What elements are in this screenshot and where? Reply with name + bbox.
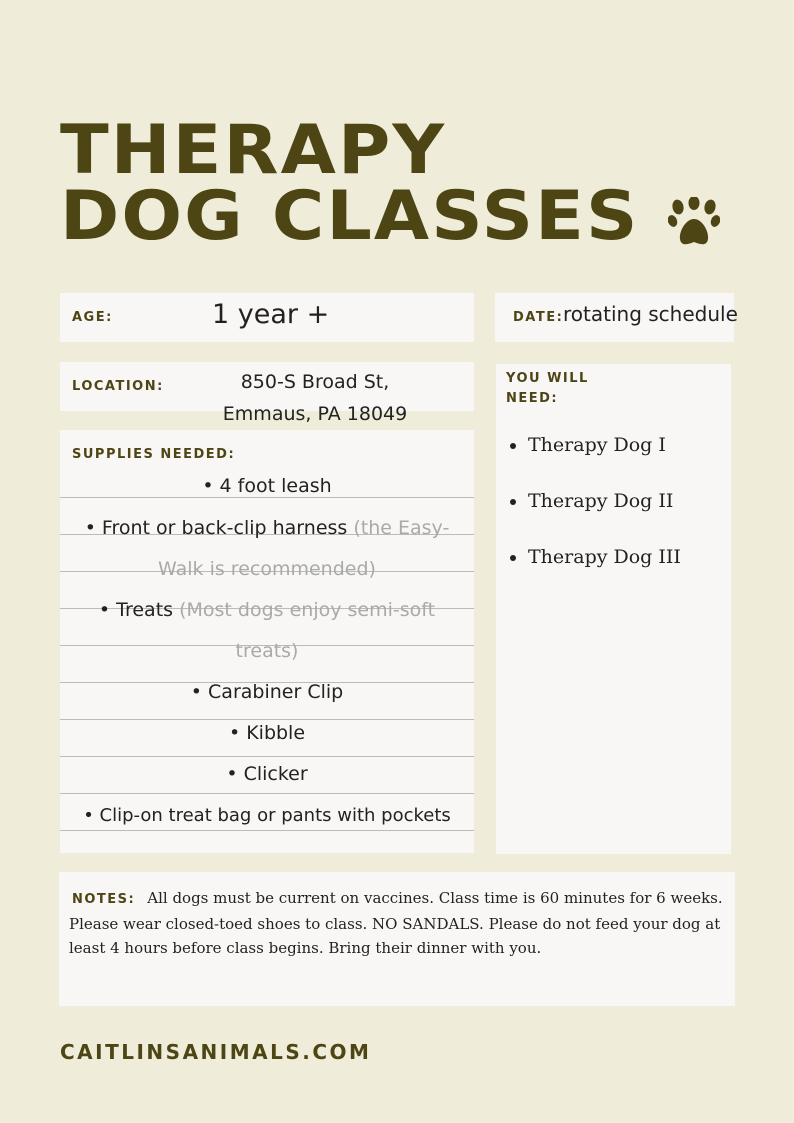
- age-value: 1 year +: [212, 299, 330, 330]
- date-value: rotating schedule: [563, 302, 738, 326]
- you-will-need-card: [496, 364, 731, 854]
- date-card: [495, 293, 738, 342]
- supply-text: • Front or back-clip harness: [84, 517, 354, 539]
- age-label: AGE:: [72, 310, 113, 325]
- supply-text: • Treats: [98, 599, 180, 621]
- age-card: [60, 293, 474, 342]
- website-link[interactable]: CAITLINSANIMALS.COM: [60, 1040, 372, 1064]
- address-line-2: Emmaus, PA 18049: [222, 403, 408, 425]
- notes-text: All dogs must be current on vaccines. Class time is 60 minutes for 6 weeks. Please wear closed-toed shoes to class. NO SANDALS. Please do not feed your dog at least 4 hours before class begins. Bring their dinner with you.: [69, 889, 723, 957]
- you-will-need-label: YOU WILL NEED:: [506, 371, 589, 406]
- supply-item-clicker: [60, 754, 474, 795]
- supplies-card: [60, 430, 474, 853]
- supply-item-harness: [82, 508, 452, 590]
- date-label: DATE:: [513, 310, 564, 325]
- paw-icon: [668, 197, 720, 249]
- supply-note: (the Easy-Walk is recommended): [158, 517, 450, 580]
- list-item: • Therapy Dog III: [528, 546, 681, 568]
- supply-text: • 4 foot leash: [202, 475, 332, 497]
- supply-note: (Most dogs enjoy semi-soft treats): [179, 599, 436, 662]
- supply-text: • Carabiner Clip: [190, 681, 344, 703]
- supply-text: • Kibble: [228, 722, 306, 744]
- class-list: [508, 434, 681, 602]
- supply-item-carabiner: [60, 672, 474, 713]
- supply-item-kibble: [60, 713, 474, 754]
- page-title: [60, 111, 640, 256]
- notes-card: [59, 872, 735, 1006]
- list-item: • Therapy Dog II: [528, 490, 681, 512]
- supply-item-treat-bag: [60, 795, 474, 836]
- supply-text: • Clicker: [226, 763, 308, 785]
- title-line-1: THERAPY: [60, 111, 447, 190]
- supply-item-leash: [60, 466, 474, 507]
- supplies-label: SUPPLIES NEEDED:: [72, 447, 236, 462]
- location-address: [210, 366, 420, 430]
- list-item: • Therapy Dog I: [528, 434, 681, 456]
- supply-item-treats: [94, 590, 440, 672]
- notes-label: NOTES:: [72, 892, 136, 907]
- notes-content: [69, 886, 725, 960]
- location-card: [60, 362, 474, 425]
- address-line-1: 850-S Broad St,: [240, 371, 390, 393]
- title-line-2: DOG CLASSES: [60, 177, 640, 256]
- supply-text: • Clip-on treat bag or pants with pockets: [83, 805, 451, 826]
- location-label: LOCATION:: [72, 379, 164, 394]
